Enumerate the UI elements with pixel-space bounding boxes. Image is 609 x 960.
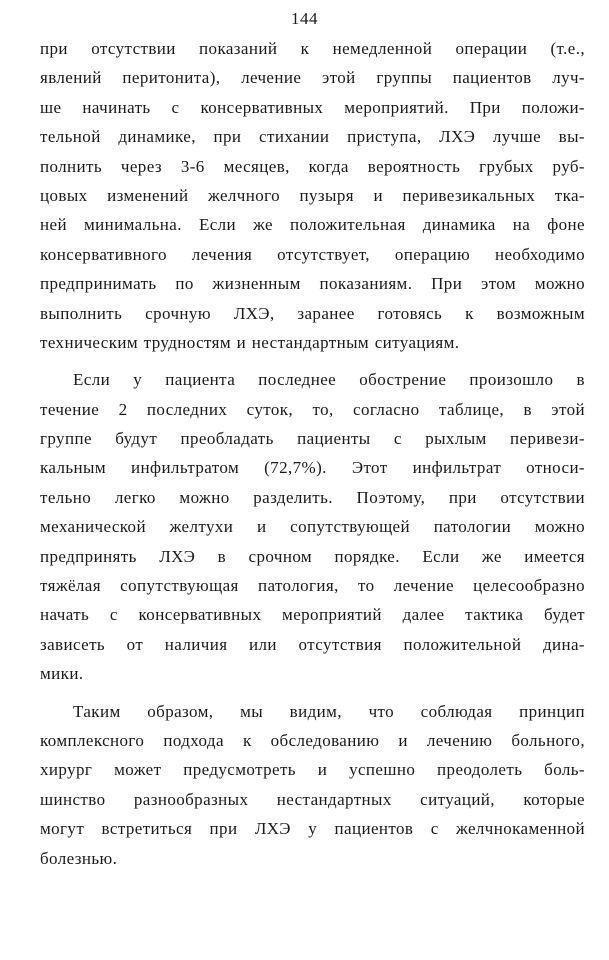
body-text [40, 34, 585, 873]
text-line: зависеть от наличия или отсутствия положительной дина- [40, 634, 585, 654]
text-line: цовых изменений желчного пузыря и перивезикальных тка- [40, 185, 585, 205]
text-line: тельно легко можно разделить. Поэтому, при отсутствии [40, 487, 585, 507]
text-line: шинство разнообразных нестандартных ситуаций, которые [40, 789, 585, 809]
text-line: полнить через 3-6 месяцев, когда вероятность грубых руб- [40, 156, 585, 176]
text-line: хирург может предусмотреть и успешно преодолеть боль- [40, 760, 585, 780]
text-line: ней минимальна. Если же положительная динамика на фоне [40, 215, 585, 235]
text-line: консервативного лечения отсутствует, операцию необходимо [40, 244, 585, 264]
paragraph-gap [40, 357, 585, 365]
text-line: Таким образом, мы видим, что соблюдая принцип [73, 701, 585, 721]
text-line: кальным инфильтратом (72,7%). Этот инфильтрат относи- [40, 458, 585, 478]
paragraph-1 [40, 34, 585, 357]
paragraph-gap [40, 689, 585, 697]
text-line: выполнить срочную ЛХЭ, заранее готовясь к возможным [40, 303, 585, 323]
text-line: Если у пациента последнее обострение произошло в [73, 370, 585, 390]
text-line: предпринимать по жизненным показаниям. При этом можно [40, 274, 585, 294]
text-line: предпринять ЛХЭ в срочном порядке. Если же имеется [40, 546, 585, 566]
paragraph-2 [40, 365, 585, 688]
text-line: группе будут преобладать пациенты с рыхлым перивези- [40, 429, 585, 449]
text-line: тельной динамике, при стихании приступа, ЛХЭ лучше вы- [40, 127, 585, 147]
paragraph-3 [40, 697, 585, 873]
text-line: ше начинать с консервативных мероприятий. При положи- [40, 97, 585, 117]
page-number: 144 [291, 9, 318, 28]
text-line: явлений перитонита), лечение этой группы пациентов луч- [40, 68, 585, 88]
text-line: механической желтухи и сопутствующей патологии можно [40, 517, 585, 537]
text-line: могут встретиться при ЛХЭ у пациентов с желчнокаменной [40, 819, 585, 839]
text-line: при отсутствии показаний к немедленной операции (т.е., [40, 39, 585, 58]
text-line: тяжёлая сопутствующая патология, то лечение целесообразно [40, 576, 585, 596]
text-line: начать с консервативных мероприятий далее тактика будет [40, 605, 585, 625]
text-line: техническим трудностям и нестандартным ситуациям. [40, 332, 460, 352]
text-line: мики. [40, 664, 84, 684]
text-line: течение 2 последних суток, то, согласно таблице, в этой [40, 399, 585, 419]
text-line: болезнью. [40, 848, 118, 868]
text-line: комплексного подхода к обследованию и лечению больного, [40, 730, 585, 750]
